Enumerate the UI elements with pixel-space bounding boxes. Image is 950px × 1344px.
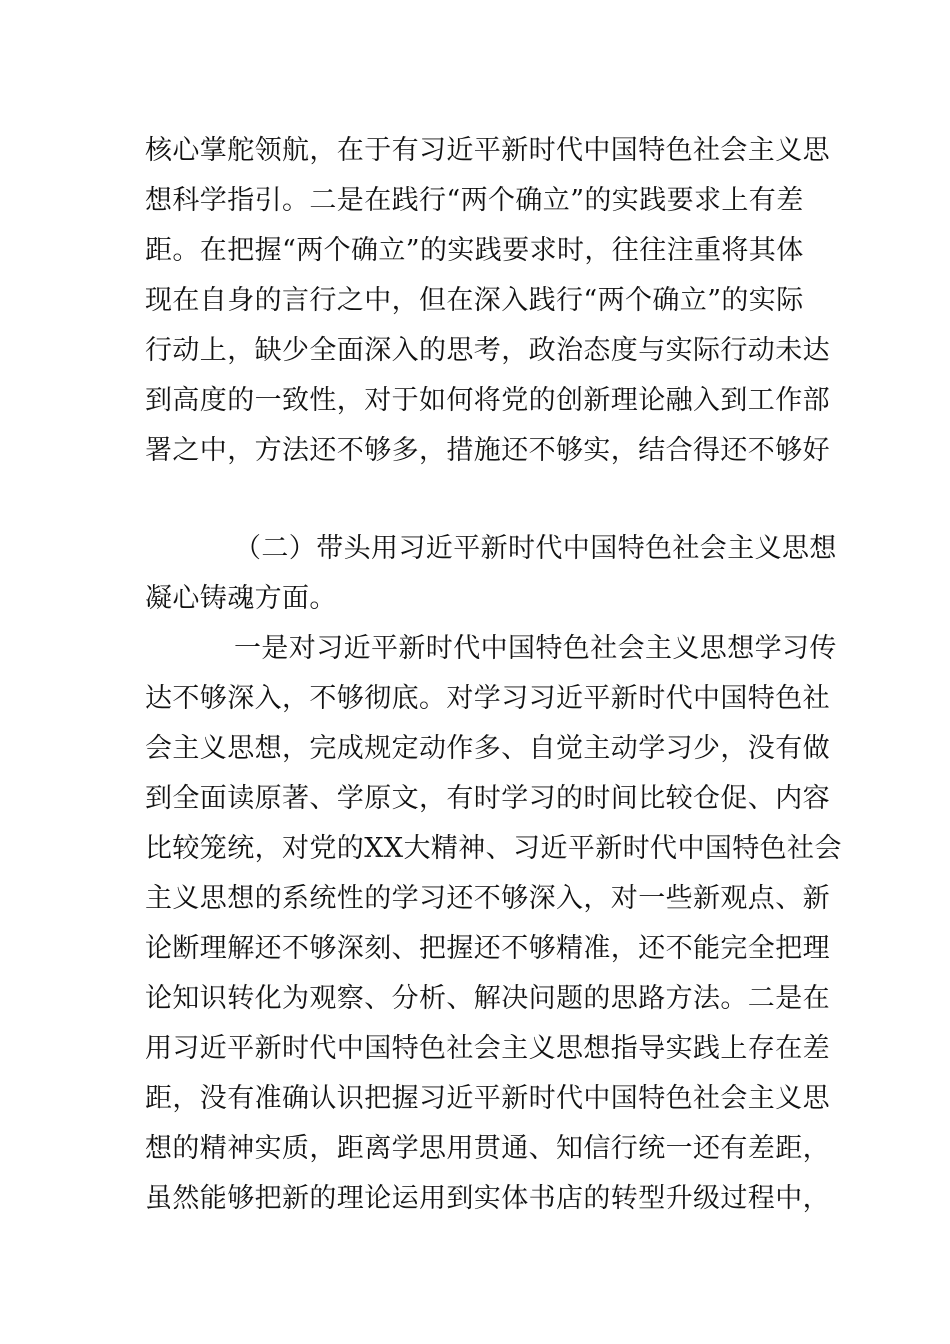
- paragraph-line: 用习近平新时代中国特色社会主义思想指导实践上存在差: [145, 1033, 830, 1064]
- paragraph-line: 到高度的一致性，对于如何将党的创新理论融入到工作部: [145, 385, 830, 416]
- paragraph-line: 核心掌舵领航，在于有习近平新时代中国特色社会主义思: [145, 135, 830, 166]
- paragraph-line: 虽然能够把新的理论运用到实体书店的转型升级过程中，: [145, 1183, 830, 1214]
- section-heading: （二）带头用习近平新时代中国特色社会主义思想: [234, 533, 837, 564]
- paragraph-line: 论断理解还不够深刻、把握还不够精准，还不能完全把理: [145, 933, 830, 964]
- paragraph-line: 到全面读原著、学原文，有时学习的时间比较仓促、内容: [145, 783, 830, 814]
- paragraph-line: 想的精神实质，距离学思用贯通、知信行统一还有差距，: [145, 1133, 830, 1164]
- paragraph-line: 比较笼统，对党的XX大精神、习近平新时代中国特色社会: [145, 833, 842, 864]
- paragraph-line: 达不够深入，不够彻底。对学习习近平新时代中国特色社: [145, 683, 830, 714]
- paragraph-line: 署之中，方法还不够多，措施还不够实，结合得还不够好: [145, 435, 830, 466]
- paragraph-line: 距。在把握“两个确立”的实践要求时，往往注重将其体: [145, 235, 804, 266]
- paragraph-line: 主义思想的系统性的学习还不够深入，对一些新观点、新: [145, 883, 830, 914]
- paragraph-line: 距，没有准确认识把握习近平新时代中国特色社会主义思: [145, 1083, 830, 1114]
- paragraph-line: 论知识转化为观察、分析、解决问题的思路方法。二是在: [145, 983, 830, 1014]
- section-heading-continuation: 凝心铸魂方面。: [145, 583, 337, 614]
- paragraph-line: 会主义思想，完成规定动作多、自觉主动学习少，没有做: [145, 733, 830, 764]
- paragraph-line: 行动上，缺少全面深入的思考，政治态度与实际行动未达: [145, 335, 830, 366]
- paragraph-line: 一是对习近平新时代中国特色社会主义思想学习传: [234, 633, 837, 664]
- paragraph-line: 现在自身的言行之中，但在深入践行“两个确立”的实际: [145, 285, 804, 316]
- paragraph-line: 想科学指引。二是在践行“两个确立”的实践要求上有差: [145, 185, 804, 216]
